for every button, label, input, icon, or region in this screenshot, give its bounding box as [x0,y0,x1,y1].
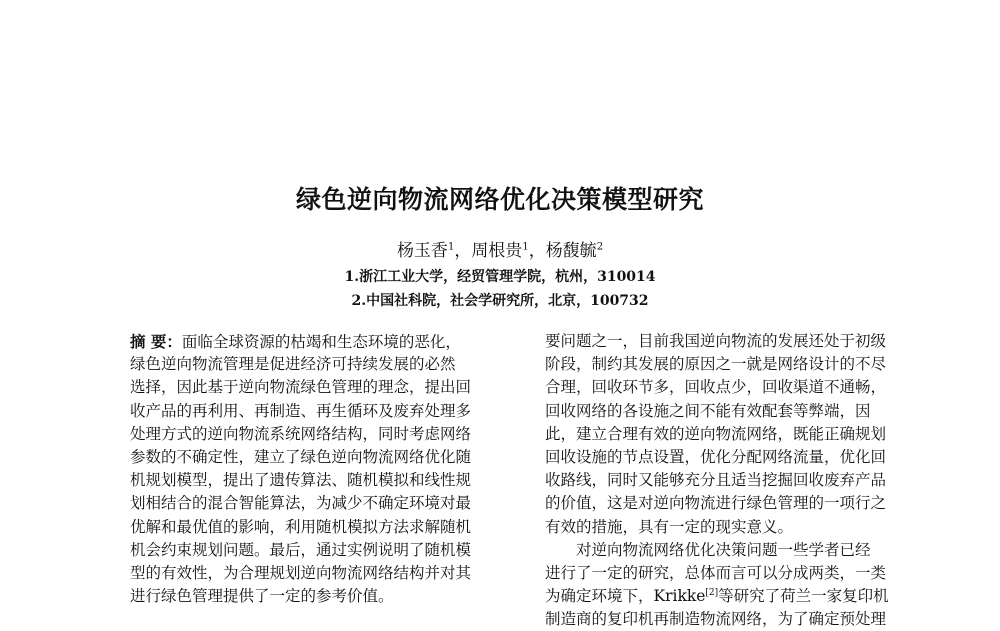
abstract-line: 处理方式的逆向物流系统网络结构，同时考虑网络 [130,424,472,443]
body-line: 进行了一定的研究，总体而言可以分成两类，一类 [545,563,887,582]
abstract-label: 摘 要： [130,332,182,351]
body-line: 回收网络的各设施之间不能有效配套等弊端，因 [545,401,871,420]
body-column-right [545,330,932,631]
abstract-text: 面临全球资源的枯竭和生态环境的恶化， [181,333,461,351]
abstract-line: 收产品的再利用、再制造、再生循环及废弃处理多 [130,401,472,420]
author-name: 杨玉香 [396,241,448,261]
body-line: 合理，回收环节多，回收点少，回收渠道不通畅， [545,378,887,397]
body-line: 回收设施的节点设置，优化分配网络流量，优化回 [545,447,887,466]
author-affil-mark: 2 [596,241,604,253]
author-list [0,236,1000,261]
abstract-column [130,330,516,608]
abstract-line: 优解和最优值的影响，利用随机模拟方法求解随机 [130,517,472,536]
body-line-citation [545,585,932,608]
abstract-line [130,330,516,353]
abstract-line: 参数的不确定性，建立了绿色逆向物流网络优化随 [130,447,472,466]
author-separator: ， [454,241,472,261]
affiliation-2: 2.中国社科院，社会学研究所，北京，100732 [351,293,649,309]
author-affil-mark: 1 [447,241,455,253]
abstract-line: 机会约束规划问题。最后，通过实例说明了随机模 [130,540,472,559]
abstract-line: 绿色逆向物流管理是促进经济可持续发展的必然 [130,355,456,374]
body-line: 此，建立合理有效的逆向物流网络，既能正确规划 [545,424,887,443]
author-name: 杨馥毓 [545,241,597,261]
citation-text-after: 等研究了荷兰一家复印机 [718,587,889,606]
body-line: 有效的措施，具有一定的现实意义。 [545,517,794,536]
body-line: 制造商的复印机再制造物流网络，为了确定预处理 [545,610,887,629]
affiliation-1: 1.浙江工业大学，经贸管理学院，杭州，310014 [344,269,656,285]
abstract-line: 选择，因此基于逆向物流绿色管理的理念，提出回 [130,378,472,397]
body-line: 阶段，制约其发展的原因之一就是网络设计的不尽 [545,355,887,374]
abstract-line: 型的有效性，为合理规划逆向物流网络结构并对其 [130,563,472,582]
body-line-paragraph-start: 对逆向物流网络优化决策问题一些学者已经 [576,540,871,559]
author-name: 周根贵 [471,241,523,261]
body-line: 要问题之一，目前我国逆向物流的发展还处于初级 [545,332,887,350]
abstract-line: 进行绿色管理提供了一定的参考价值。 [130,587,394,606]
paper-title: 绿色逆向物流网络优化决策模型研究 [295,185,704,214]
author-affil-mark: 1 [522,241,529,253]
body-line: 收路线，同时又能够充分且适当挖掘回收废弃产品 [545,471,887,490]
author-separator: ， [528,241,546,261]
abstract-line: 机规划模型，提出了遗传算法、随机模拟和线性规 [130,471,472,490]
abstract-line: 划相结合的混合智能算法，为减少不确定环境对最 [130,494,472,513]
body-line: 的价值，这是对逆向物流进行绿色管理的一项行之 [545,494,887,513]
citation-reference: [2] [705,587,719,598]
citation-text-before: 为确定环境下，Krikke [545,587,706,606]
